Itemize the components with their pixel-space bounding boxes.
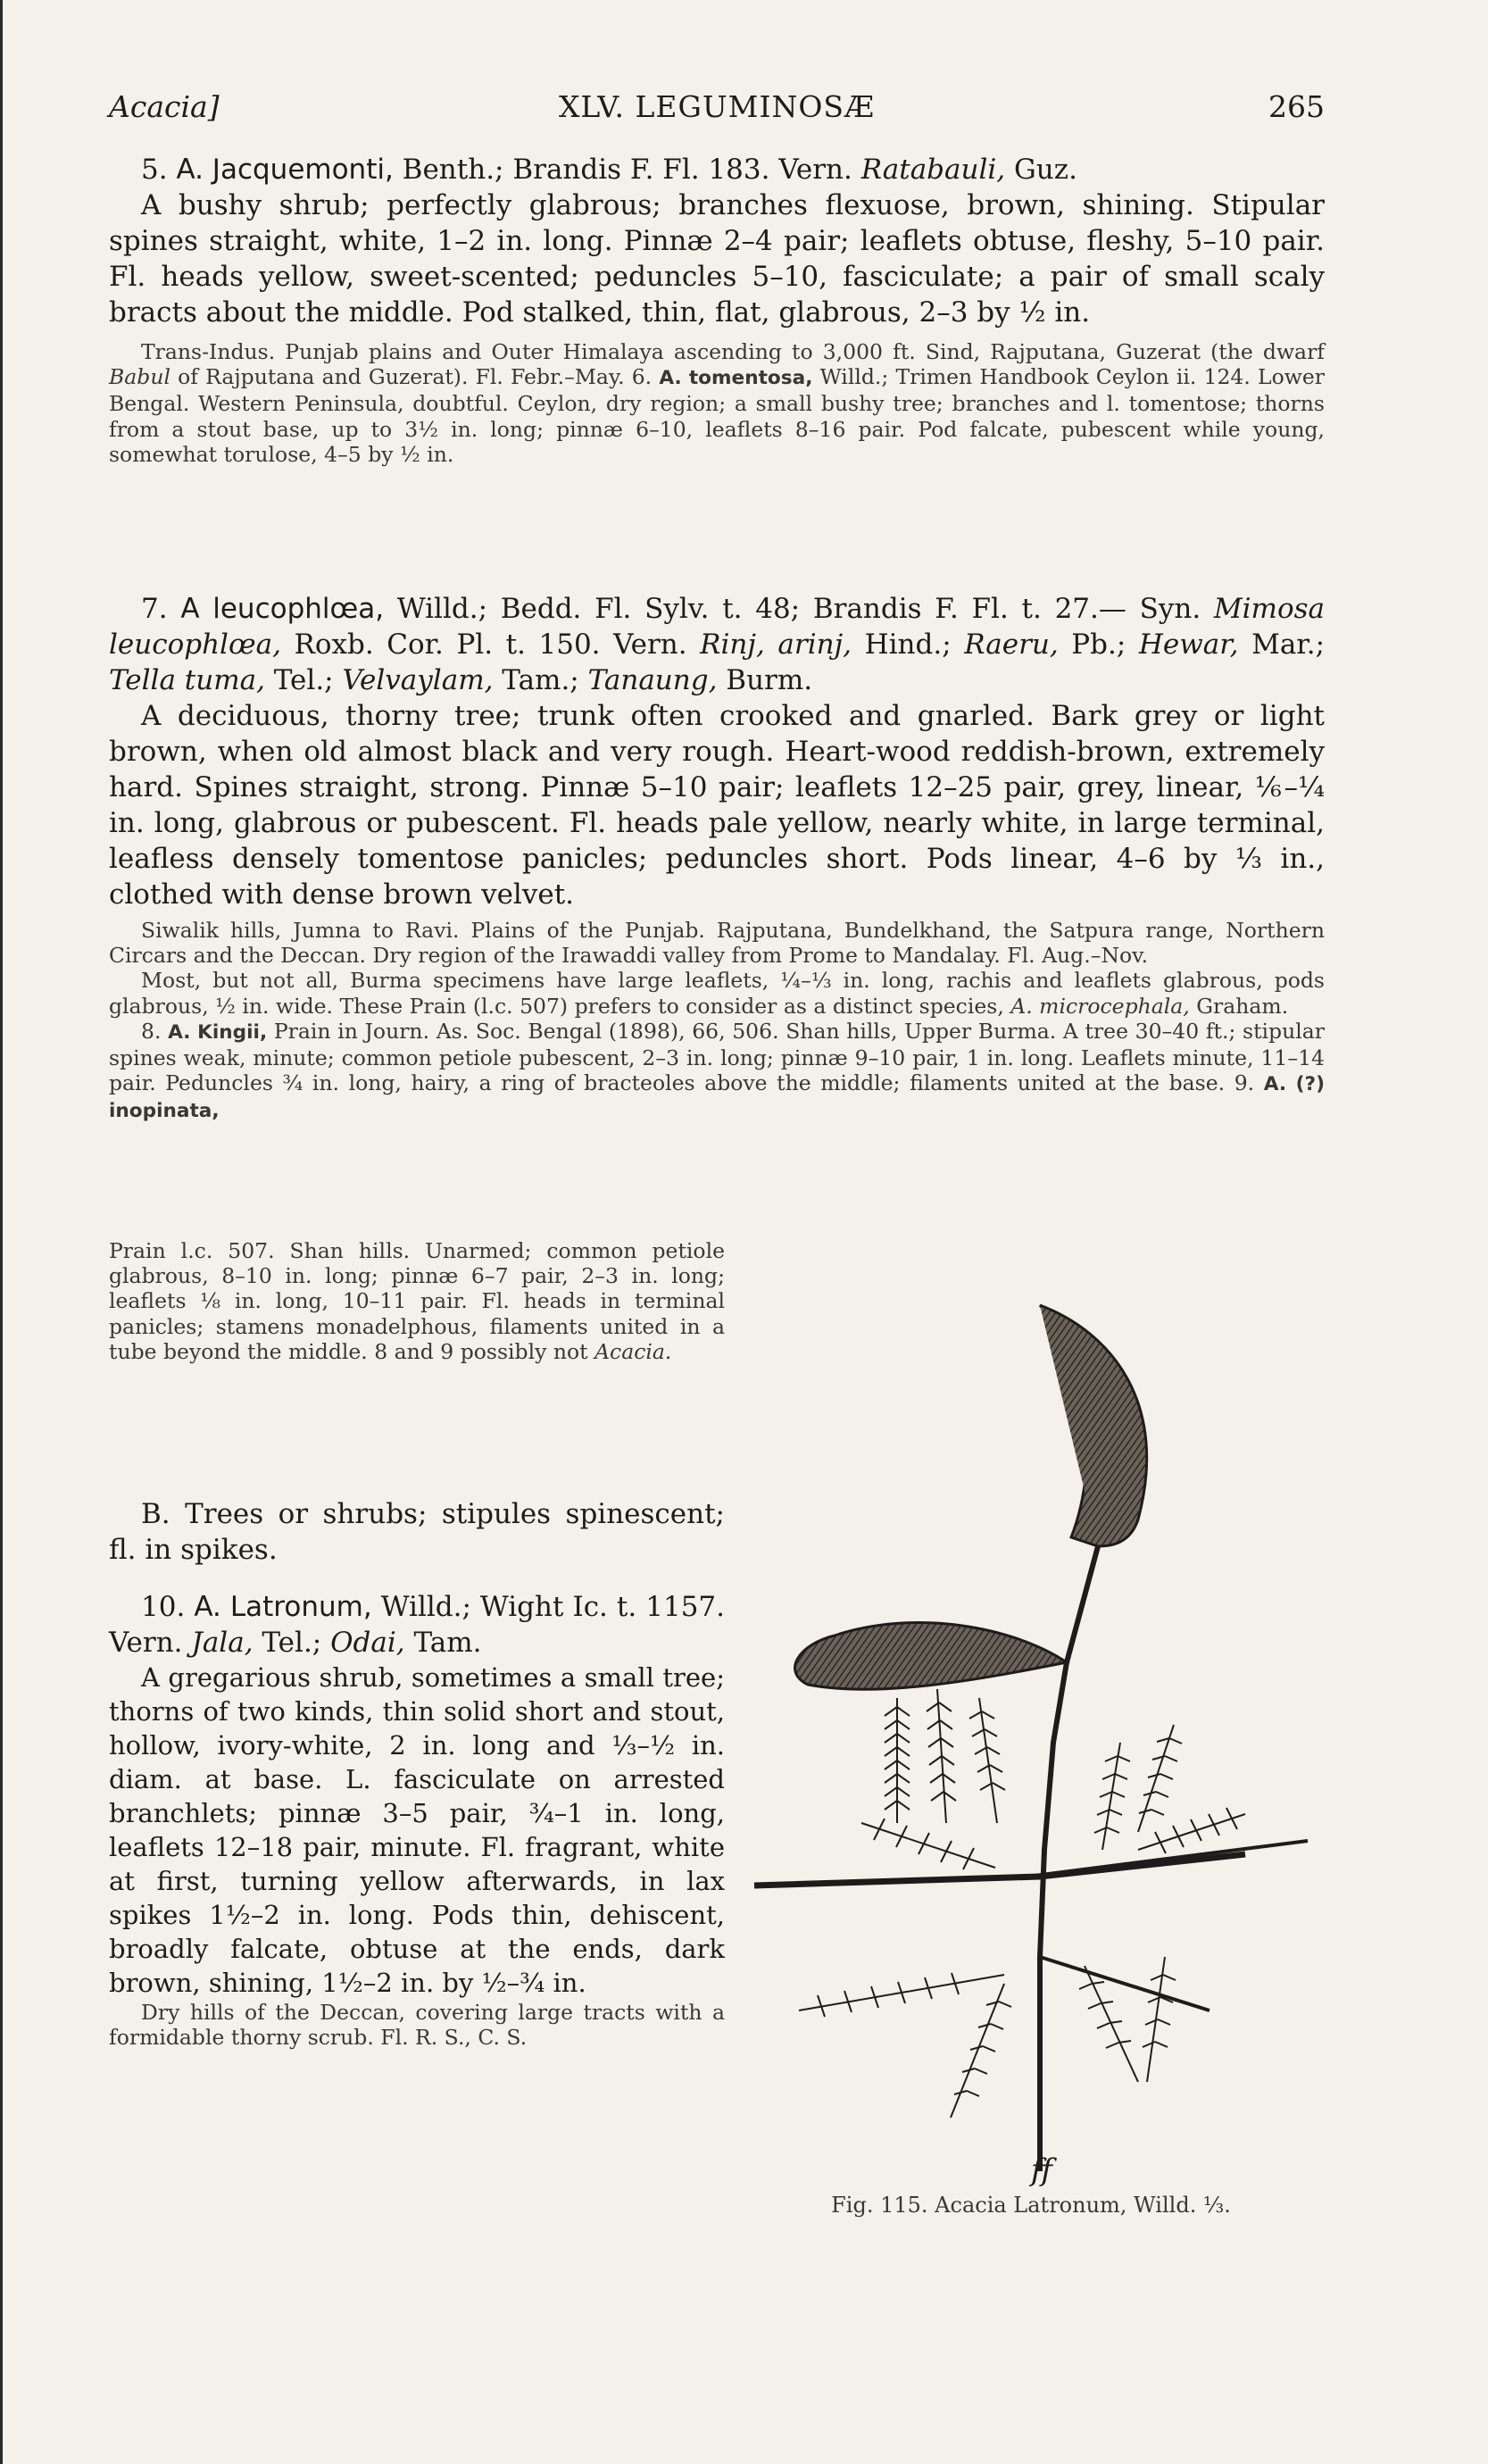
species-7-description: A deciduous, thorny tree; trunk often crooked and gnarled. Bark grey or light brown, when old almost black and very rough. Heart-wood reddish-brown, extremely hard. Spines straight, strong. Pinnæ 5–10 pair; leaflets 12–25 pair, grey, linear, ⅙–¼ in. long, glabrous or pubescent. Fl. heads pale yellow, nearly white, in large terminal, leafless densely tomentose panicles; peduncles short. Pods linear, 4–6 by ⅓ in., clothed with dense brown velvet.	[109, 700, 1325, 911]
species-8-entry: 8. A. Kingii, Prain in Journ. As. Soc. Bengal (1898), 66, 506. Shan hills, Upper Burma. A tree 30–40 ft.; stipular spines weak, minute; common petiole pubescent, 2–3 in. long; pinnæ 9–10 pair, 1 in. long. Leaflets minute, 11–14 pair. Peduncles ¾ in. long, hairy, a ring of bracteoles above the middle; filaments united at the base. 9. A. (?) inopinata,	[109, 1018, 1325, 1123]
species-6-name: A. tomentosa,	[659, 367, 813, 390]
species-5-distribution: Trans-Indus. Punjab plains and Outer Himalaya ascending to 3,000 ft. Sind, Rajputana, Guzerat (the dwarf Babul of Rajputana and Guzerat). Fl. Febr.–May. 6. A. tomentosa, Willd.; Trimen Handbook Ceylon ii. 124. Lower Bengal. Western Peninsula, doubtful. Ceylon, dry region; a small bushy tree; branches and l. tomentose; thorns from a stout base, up to 3½ in. long; pinnæ 6–10, leaflets 8–16 pair. Pod falcate, pubescent while young, somewhat torulose, 4–5 by ½ in.	[109, 339, 1325, 467]
species-7-entry	[109, 591, 1325, 1125]
species-10-distribution: Dry hills of the Deccan, covering large tracts with a formidable thorny scrub. Fl. R. S., C. S.	[109, 2000, 725, 2051]
figure-caption: Fig. 115. Acacia Latronum, Willd. ⅓.	[831, 2193, 1231, 2218]
species-10-description: A gregarious shrub, sometimes a small tree; thorns of two kinds, thin solid short and stout, hollow, ivory-white, 2 in. long and ⅓–½ in. diam. at base. L. fasciculate on arrested branchlets; pinnæ 3–5 pair, ¾–1 in. long, leaflets 12–18 pair, minute. Fl. fragrant, white at first, turning yellow afterwards, in lax spikes 1½–2 in. long. Pods thin, dehiscent, broadly falcate, obtuse at the ends, dark brown, shining, 1½–2 in. by ½–¾ in.	[109, 1662, 725, 1998]
running-header	[109, 89, 1325, 130]
group-b-heading: B. Trees or shrubs; stipules spinescent; fl. in spikes.	[109, 1498, 725, 1566]
page-number: 265	[1268, 89, 1325, 124]
header-genus: Acacia]	[109, 89, 220, 124]
acacia-latronum-illustration	[745, 1278, 1317, 2207]
species-name: A. Jacquemonti,	[176, 154, 394, 186]
species-7-heading: 7. A leucophlœa, Willd.; Bedd. Fl. Sylv. t. 48; Brandis F. Fl. t. 27.— Syn. Mimosa leucophlœa, Roxb. Cor. Pl. t. 150. Vern. Rinj, arinj, Hind.; Raeru, Pb.; Hewar, Mar.; Tella tuma, Tel.; Velvaylam, Tam.; Tanaung, Burm.	[109, 593, 1326, 696]
species-10-entry	[109, 1589, 725, 2050]
species-7-note: Most, but not all, Burma specimens have large leaflets, ¼–⅓ in. long, rachis and leaflets glabrous, pods glabrous, ½ in. wide. These Prain (l.c. 507) prefers to consider as a distinct species, A. microcephala, Graham.	[109, 968, 1325, 1019]
species-5-entry	[109, 152, 1325, 467]
species-5-description: A bushy shrub; perfectly glabrous; branches flexuose, brown, shining. Stipular spines straight, white, 1–2 in. long. Pinnæ 2–4 pair; leaflets obtuse, fleshy, 5–10 pair. Fl. heads yellow, sweet-scented; peduncles 5–10, fasciculate; a pair of small scaly bracts about the middle. Pod stalked, thin, flat, glabrous, 2–3 by ½ in.	[109, 189, 1325, 329]
species-9-text: Prain l.c. 507. Shan hills. Unarmed; common petiole glabrous, 8–10 in. long; pinnæ 6–7 pair, 2–3 in. long; leaflets ⅛ in. long, 10–11 pair. Fl. heads in terminal panicles; stamens monadelphous, filaments united in a tube beyond the middle. 8 and 9 possibly not Acacia.	[109, 1238, 725, 1364]
species-10-heading: 10. A. Latronum, Willd.; Wight Ic. t. 1157. Vern. Jala, Tel.; Odai, Tam.	[109, 1591, 726, 1659]
species-name: A leucophlœa,	[180, 593, 385, 625]
header-family: XLV. LEGUMINOSÆ	[558, 89, 876, 124]
species-5-heading: 5. A. Jacquemonti, Benth.; Brandis F. Fl. 183. Vern. Ratabauli, Guz.	[141, 154, 1077, 186]
page-edge	[0, 0, 3, 2464]
species-name: A. Latronum,	[194, 1591, 372, 1623]
species-7-distribution: Siwalik hills, Jumna to Ravi. Plains of the Punjab. Rajputana, Bundelkhand, the Satpura range, Northern Circars and the Deccan. Dry region of the Irawaddi valley from Prome to Mandalay. Fl. Aug.–Nov.	[109, 918, 1325, 969]
engraver-signature: ff	[1031, 2152, 1053, 2188]
species-8-name: A. Kingii,	[168, 1020, 268, 1044]
species-9-name: A. (?) inopinata,	[109, 1073, 1325, 1123]
